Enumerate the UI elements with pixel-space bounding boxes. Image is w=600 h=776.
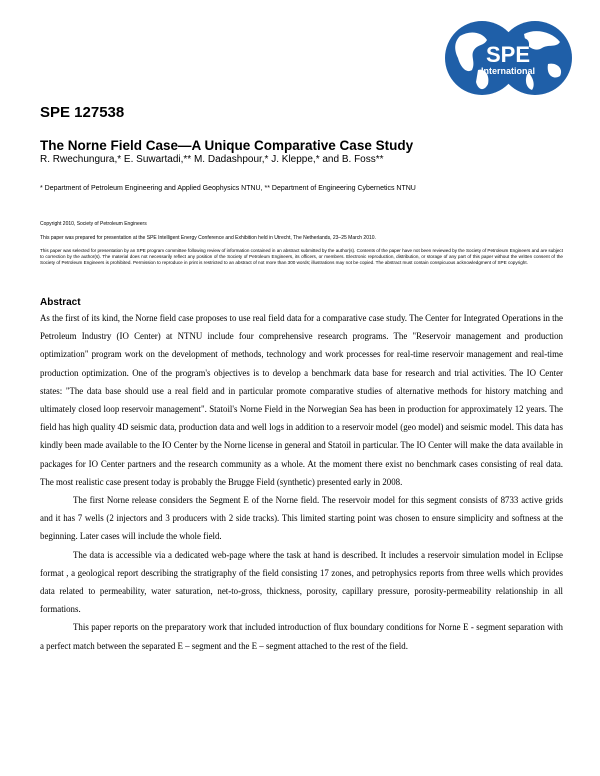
paper-number: SPE 127538: [40, 104, 125, 121]
copyright-disclaimer: This paper was selected for presentation by an SPE program committee following review of information contained in an abstract submitted by the author(s). Contents of the paper have not been reviewed by the Society of Petroleum Engineers and are subject to correction by the author(s). The material does not necessarily reflect any position of the Society of Petroleum Engineers, its officers, or members. Electronic reproduction, distribution, or storage of any part of this paper without the written consent of the Society of Petroleum Engineers is prohibited. Permission to reproduce in print is restricted to an abstract of not more than 300 words; illustrations may not be copied. The abstract must contain conspicuous acknowledgment of SPE copyright.: [40, 248, 563, 265]
abstract-paragraph: This paper reports on the preparatory work that included introduction of flux boundary conditions for Norne E - segment separation with a perfect match between the separated E – segment and the E – segment attached to the rest of the field.: [40, 622, 563, 651]
spe-international-logo: [432, 14, 582, 104]
paper-title: The Norne Field Case—A Unique Comparative Case Study: [40, 138, 414, 153]
abstract-paragraph: As the first of its kind, the Norne field case proposes to use real field data for a comparative case study. The Center for Integrated Operations in the Petroleum Industry (IO Center) at NTNU include four comprehensive research programs. The "Reservoir management and production optimization" program work on the development of methods, technology and work processes for real-time reservoir management and real-time production optimization. One of the program's objectives is to develop a benchmark data base for research and trial activities. The IO Center states: "The data base should use a real field and in particular promote comparative studies of alternative methods for history matching and ultimately closed loop reservoir management". Statoil's Norne Field in the Norwegian Sea has been in production for approximately 12 years. The field has high quality 4D seismic data, production data and well logs in addition to a reservoir model (geo model) and seismic model. This data has kindly been made available to the IO Center by the Norne license in general and Statoil in particular. The IO Center will make the data available in packages for IO Center partners and the research community as a whole. At the moment there exist no benchmark cases consisting of real data. The most realistic case present today is probably the Brugge Field (synthetic) presented early in 2008.: [40, 313, 563, 487]
logo-subtext: International: [480, 66, 536, 76]
abstract-heading: Abstract: [40, 297, 81, 308]
abstract-paragraph: The first Norne release considers the Segment E of the Norne field. The reservoir model for this segment consists of 8733 active grids and it has 7 wells (2 injectors and 3 producers with 2 side tracks). This limited starting point was chosen to ensure simplicity and softness at the beginning. Later cases will include the whole field.: [40, 495, 563, 542]
presentation-note: This paper was prepared for presentation at the SPE Intelligent Energy Conference and Exhibition held in Utrecht, The Netherlands, 23–25 March 2010.: [40, 235, 376, 241]
author-list: R. Rwechungura,* E. Suwartadi,** M. Dadashpour,* J. Kleppe,* and B. Foss**: [40, 154, 384, 165]
copyright-notice: Copyright 2010, Society of Petroleum Engineers: [40, 221, 147, 227]
abstract-paragraph: The data is accessible via a dedicated web-page where the task at hand is described. It includes a reservoir simulation model in Eclipse format , a geological report describing the stratigraphy of the field consisting 17 zones, and petrophysics reports from three wells which provides data related to permeability, water saturation, net-to-gross, thickness, porosity, capillary pressure, porosity-permeability relationship in all formations.: [40, 549, 563, 615]
author-affiliations: * Department of Petroleum Engineering and Applied Geophysics NTNU, ** Department of Engineering Cybernetics NTNU: [40, 185, 416, 192]
logo-brand: SPE: [485, 42, 531, 67]
abstract-body: [40, 309, 563, 655]
